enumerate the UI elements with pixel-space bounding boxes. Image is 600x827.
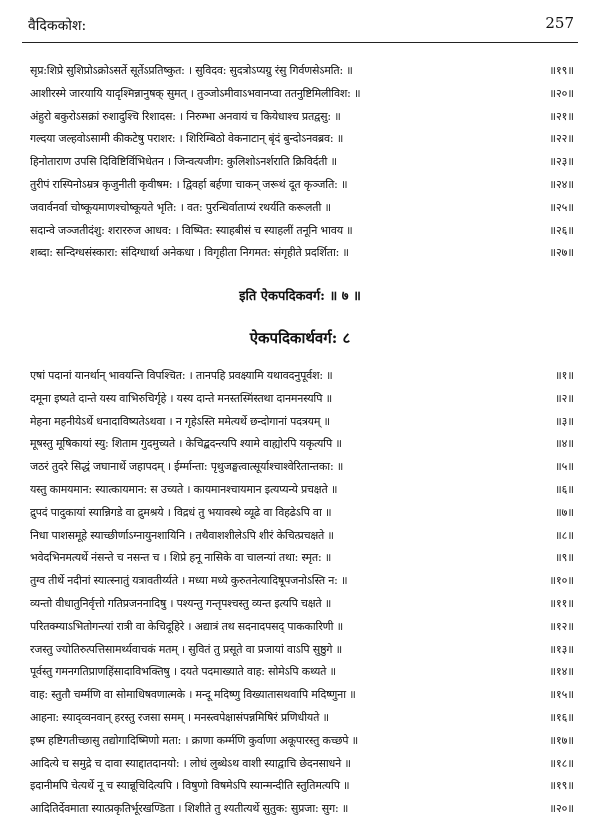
verse-line: [30, 220, 574, 243]
verse-line: [30, 502, 574, 525]
verse-text: जठरं तुदरे सिद्धं जघानार्थे जहापदम् । ईर्म्मान्ता: पृथुजङ्घत्वात्सूर्याश्चाश्वेरितान्तका: ॥: [30, 460, 344, 474]
verse-number: ॥८॥: [555, 528, 574, 542]
verse-line: [30, 411, 574, 434]
verse-text: एषां पदानां यानर्थान् भावयन्ति विपश्चित: । तानपहि प्रवक्ष्यामि यथावदनुपूर्वश: ॥: [30, 369, 333, 382]
verse-line: [30, 151, 574, 174]
verse-text: इदानीमपि चेत्यर्थे नू च स्यान्नूचिदित्यपि । विषुणो विषमेऽपि स्यान्मन्दीति स्तुतिमत्यपि ॥: [30, 779, 350, 793]
verse-text: भवेदभिनमत्यर्थे नंसन्ते च नसन्त च । शिप्रे हनू नासिके वा चालन्यां तथा: स्मृत: ॥: [30, 551, 332, 565]
verse-text: मेहना महनीयेऽर्थे धनादाविष्यतेऽथवा । न गृहेऽस्ति ममेत्यर्थे छन्दोगानां पदत्रयम् ॥: [30, 414, 330, 428]
verse-text: वाह: स्तुतौ चर्म्मणि वा सोमाधिषवणात्मके । मन्दू मदिष्णु विख्यातासथवापि मदिष्णुना ॥: [30, 688, 356, 702]
verse-line: [30, 106, 574, 129]
verse-line: [30, 479, 574, 502]
page-number: 257: [545, 14, 574, 32]
verse-number: ॥६॥: [555, 482, 574, 496]
verse-number: ॥२१॥: [549, 109, 574, 123]
verse-line: [30, 242, 574, 265]
verse-text: जवार्वनर्वा चोष्कूयमाणश्चोष्कूयते भृति: । वत: पुरन्धिर्वाताप्यं रथर्यति करूलती ॥: [30, 200, 331, 214]
verse-line: [30, 730, 574, 753]
verse-text: शब्दा: सन्दिग्धसंस्कारा: संदिग्धार्था अनेकधा । विगृहीता निगमत: संगृहीते प्रदर्शिता: ॥: [30, 246, 349, 260]
running-title: वैदिककोश:: [28, 18, 87, 34]
verse-text: सृप्र:शिप्रे सुशिप्रोऽक्रोऽसर्ते सूर्तेऽप्रतिष्कुत: । सुविदव: सुदत्रोऽप्यग्रु रंसु गिर्वणसेऽमति: ॥: [30, 64, 353, 77]
section-heading: ऐकपदिकार्थवर्ग: ८: [249, 329, 351, 347]
verse-number: ॥१९॥: [549, 779, 574, 793]
verse-text: मूषस्तु मूषिकायां स्यु: शिताम गुदमुच्यते । केचिद्बदन्त्यपि श्यामे वाह्योरपि यकृत्यपि ॥: [30, 437, 342, 451]
verse-number: ॥२५॥: [549, 200, 574, 214]
verse-line: [30, 707, 574, 730]
verse-number: ॥५॥: [555, 460, 574, 474]
verse-number: ॥२३॥: [549, 155, 574, 169]
verse-number: ॥७॥: [555, 505, 574, 519]
verse-line: [30, 661, 574, 684]
verse-text: निधा पाशसमूहे स्याच्छीर्णाऽग्नायुनशायिनि । तथैवाशशीलेऽपि शीरं केचित्प्रचक्षते ॥: [30, 528, 334, 542]
verse-text: द्रुपदं पादुकायां स्यान्निगडे वा द्रुमश्रये । विद्रधं तु भयावस्थे व्यूढे वा विहढेऽपि वा ॥: [30, 505, 332, 519]
verse-line: [30, 60, 574, 83]
verse-line: [30, 83, 574, 106]
verse-text: व्यन्तो वीधातुनिर्वृत्तो गतिप्रजननादिषु । पश्यन्तु गन्तृपश्चस्तु व्यन्त इत्यपि चक्षते ॥: [30, 596, 332, 610]
verse-number: ॥१०॥: [549, 574, 574, 588]
verse-text: इष्म हष्टिगतीच्छासु तद्योगादिष्मिणो मता: । क्राणा कर्म्मणि कुर्वाणा अकूपारस्तु कच्छपे ॥: [30, 733, 359, 747]
verse-line: [30, 570, 574, 593]
verse-number: ॥२७॥: [549, 246, 574, 260]
verse-number: ॥१४॥: [549, 665, 574, 679]
verse-text: तुरीपं रास्पिनोऽम्रत्र कृजुनीती कृवीषम: । द्विवर्हा बर्हणा चाकन् जरूथं दूत कृञ्जति: ॥: [30, 177, 348, 191]
verse-number: ॥२४॥: [549, 177, 574, 191]
verse-number: ॥१७॥: [549, 733, 574, 747]
verse-text: हिनोताराण उपसि दिविष्टिर्विभिधेतन । जिन्वत्यजीग: कुलिशोऽनर्शराति क्रिविर्दती ॥: [30, 155, 337, 169]
verse-line: [30, 525, 574, 548]
verse-text: रजस्तु ज्योतिरुत्पत्तिसामर्थ्यवाचकं मतम् । सुवितं तु प्रसूते वा प्रजायां वाऽपि सुष्ठुगे ॥: [30, 642, 342, 656]
verse-number: ॥२२॥: [549, 132, 574, 146]
header-rule: [22, 42, 578, 43]
section-closing: इति ऐकपदिकवर्ग: ॥ ७ ॥: [239, 289, 361, 304]
verse-text: यस्तु कामयमान: स्यात्कायमान: स उच्यते । कायमानश्चायमान इत्यप्यन्ये प्रचक्षते ॥: [30, 482, 338, 496]
verse-line: [30, 547, 574, 570]
verse-text: आदित्ये च समुद्रे च दावा स्याद्दातदानयो: । लोधं लुब्धेऽथ वाशी स्याद्वाचि छेदनसाधने ॥: [30, 756, 351, 770]
verse-number: ॥१६॥: [549, 710, 574, 724]
verse-line: [30, 433, 574, 456]
verse-number: ॥२६॥: [549, 223, 574, 237]
verse-text: परितक्म्याऽभितोगन्त्यां रात्री वा केचिदूहिरे । अद्यात्रं तथ सदनादपसद् पाककारिणी ॥: [30, 619, 343, 633]
verse-line: [30, 388, 574, 411]
verse-line: [30, 775, 574, 798]
verse-number: ॥१९॥: [549, 64, 574, 77]
verse-line: [30, 197, 574, 220]
verse-number: ॥२०॥: [549, 802, 574, 816]
verse-number: ॥१२॥: [549, 619, 574, 633]
verse-line: [30, 684, 574, 707]
verse-number: ॥१५॥: [549, 688, 574, 702]
verse-text: आहना: स्याद्व्वनवान् हरस्तु रजसा समम् । मनस्त्वपेक्षासंपन्नमिषिरं प्रणिधीयते ॥: [30, 710, 329, 724]
verse-number: ॥१३॥: [549, 642, 574, 656]
section-2-verses: [30, 365, 574, 821]
verse-number: ॥२॥: [555, 391, 574, 405]
verse-number: ॥३॥: [555, 414, 574, 428]
verse-line: [30, 616, 574, 639]
verse-line: [30, 593, 574, 616]
verse-text: आशीरस्मे जारयायि यादृश्मिन्नानुषक् सुमत् । तुञ्जोऽमीवाऽभवानप्वा ततनुष्टिमिलीविश: ॥: [30, 86, 361, 100]
verse-text: आदितिर्देवमाता स्यात्प्रकृतिर्भूरखण्डिता । शिशीते तु श्यतीत्यर्थे सुतुक: सुप्रजा: सुग: ॥: [30, 802, 349, 816]
section-1-verses: [30, 60, 574, 265]
verse-line: [30, 365, 574, 388]
verse-line: [30, 128, 574, 151]
verse-text: अंहुरो बकुरोऽसक्रां रुशादुश्चि रिशादस: । निरुम्भा अनवायं च कियेधाश्च प्रतद्वसु: ॥: [30, 109, 341, 123]
verse-number: ॥४॥: [555, 437, 574, 451]
verse-number: ॥१॥: [555, 369, 574, 382]
verse-text: गल्दया जल्हवोऽसामी कीकटेषु पराशर: । शिरिम्बिठो वेकनाटान् बृंदं बुन्दोऽनवब्रव: ॥: [30, 132, 344, 146]
verse-number: ॥११॥: [549, 596, 574, 610]
verse-text: पूर्वस्तु गमनगतिप्राणहिंसादाविभक्तिषु । दयते पदमाख्याते वाह: सोमेऽपि कथ्यते ॥: [30, 665, 336, 679]
verse-line: [30, 456, 574, 479]
verse-number: ॥१८॥: [549, 756, 574, 770]
verse-line: [30, 798, 574, 821]
verse-text: तुग्व तीर्थे नदीनां स्यात्स्नातुं यत्रावतीर्य्यते । मध्या मध्ये कुरुतनेत्यादिषूपजनोऽस्ति न: ॥: [30, 574, 348, 588]
page-header: [22, 10, 578, 40]
verse-line: [30, 753, 574, 776]
verse-number: ॥२०॥: [549, 86, 574, 100]
verse-line: [30, 174, 574, 197]
verse-text: सदान्वे जञ्जतीदंशु: शराररुज आधव: । विष्पित: स्याहबीसं च स्याहलीं तनूनि भावय ॥: [30, 223, 353, 237]
verse-line: [30, 639, 574, 662]
verse-number: ॥९॥: [555, 551, 574, 565]
verse-text: दमूना इष्यते दान्ते यस्य वाभिरुचिर्गृहे । यस्य दान्ते मनस्तस्मिंस्तथा दानमनस्यपि ॥: [30, 391, 333, 405]
